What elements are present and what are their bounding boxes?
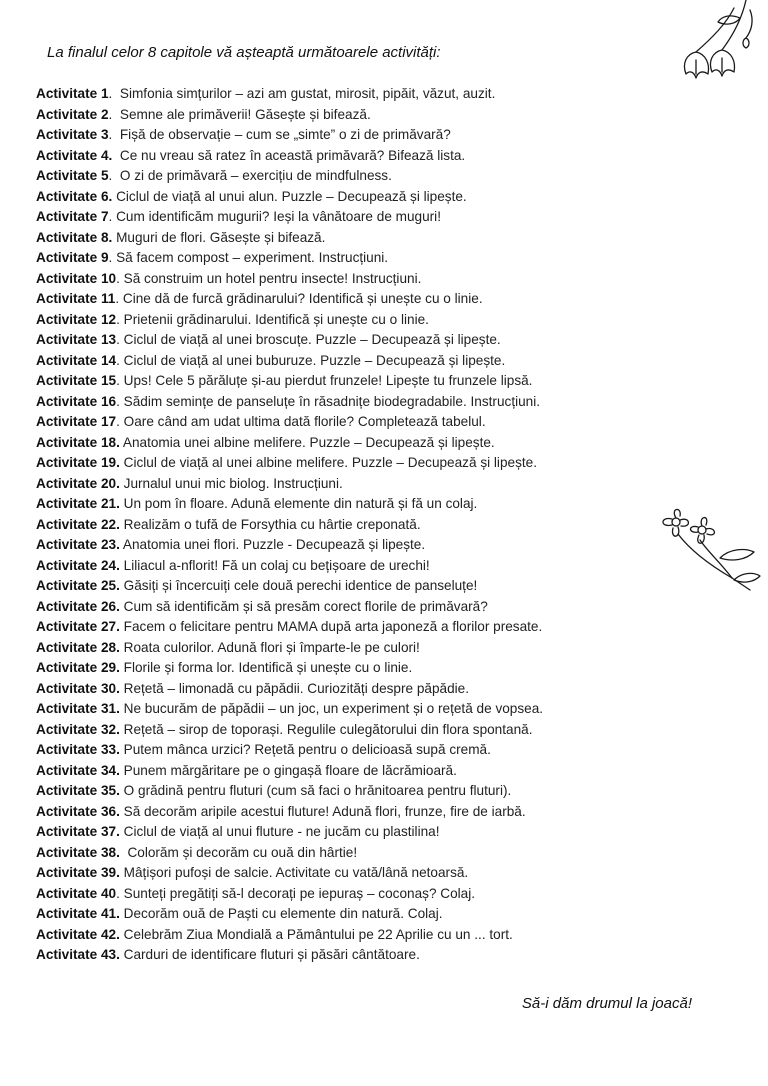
page-title: La finalul celor 8 capitole vă așteaptă următoarele activități: (47, 44, 441, 61)
activity-label: Activitate 9 (36, 250, 109, 265)
activity-separator: . (108, 106, 120, 122)
activity-text: Ciclul de viață al unui fluture - ne jucăm cu plastilina! (123, 824, 440, 839)
hanging-flowers-doodle-icon (650, 0, 760, 100)
activity-text: Facem o felicitare pentru MAMA după arta japoneză a florilor presate. (123, 619, 543, 634)
activity-text: Ciclul de viață al unui alun. Puzzle – Decupează și lipește. (116, 188, 467, 204)
activity-item (36, 269, 676, 290)
activity-item (36, 679, 676, 700)
activity-label: Activitate 21. (36, 496, 120, 511)
activity-text: Florile și forma lor. Identifică și unește cu o linie. (123, 660, 413, 675)
activity-label: Activitate 2 (36, 106, 109, 122)
activity-label: Activitate 26. (36, 598, 120, 614)
activity-item (36, 146, 676, 167)
activity-item (36, 597, 676, 618)
activity-text: Anatomia unei flori. Puzzle - Decupează și lipește. (122, 537, 426, 552)
activity-label: Activitate 27. (36, 619, 120, 634)
activity-text: Rețetă – sirop de toporași. Regulile culegătorului din flora spontană. (123, 721, 533, 737)
activity-label: Activitate 25. (36, 578, 120, 593)
activity-label: Activitate 5 (36, 168, 109, 183)
activity-text: Cum să identificăm și să presăm corect florile de primăvară? (123, 598, 488, 614)
activity-item (36, 310, 676, 331)
activity-text: Roata culorilor. Adună flori și împarte-le pe culori! (123, 639, 420, 655)
activity-item (36, 187, 676, 208)
activity-text: Cine dă de furcă grădinarului? Identifică și unește cu o linie. (122, 291, 483, 306)
activity-separator: . (116, 352, 124, 368)
activity-separator: . (116, 393, 124, 409)
activity-separator: . (116, 414, 124, 429)
activity-separator: . (115, 291, 123, 306)
activity-item (36, 494, 676, 515)
activity-text: Fișă de observație – cum se „simte” o zi de primăvară? (119, 127, 451, 142)
activity-text: Ups! Cele 5 părăluțe și-au pierdut frunzele! Lipește tu frunzele lipsă. (123, 373, 533, 388)
activity-text: Ciclul de viață al unei buburuze. Puzzle – Decupează și lipește. (123, 352, 506, 368)
activity-text: Mâțișori pufoși de salcie. Activitate cu vată/lână netoarsă. (123, 865, 469, 880)
activity-separator: . (116, 270, 124, 286)
activity-text: Anatomia unei albine melifere. Puzzle – Decupează și lipește. (122, 434, 495, 450)
activity-list (36, 84, 676, 966)
activity-label: Activitate 15 (36, 373, 117, 388)
activity-label: Activitate 18. (36, 434, 120, 450)
activity-label: Activitate 41. (36, 906, 120, 921)
activity-label: Activitate 38. (36, 844, 120, 860)
activity-item (36, 576, 676, 597)
activity-label: Activitate 36. (36, 803, 120, 819)
activity-item (36, 105, 676, 126)
activity-item (36, 166, 676, 187)
activity-text: Sădim semințe de panseluțe în răsadnițe biodegradabile. Instrucțiuni. (123, 393, 541, 409)
activity-label: Activitate 29. (36, 660, 120, 675)
activity-item (36, 658, 676, 679)
activity-text: Liliacul a-nflorit! Fă un colaj cu bețișoare de urechi! (123, 557, 430, 573)
activity-text: O grădină pentru fluturi (cum să faci o hrănitoarea pentru fluturi). (123, 783, 512, 798)
activity-label: Activitate 7 (36, 209, 109, 224)
activity-text: Carduri de identificare fluturi și păsări cântătoare. (123, 947, 420, 962)
activity-label: Activitate 4. (36, 147, 113, 163)
activity-text: Găsiți și încercuiți cele două perechi identice de panseluțe! (123, 578, 478, 593)
activity-item (36, 884, 676, 905)
activity-text: Ce nu vreau să ratez în această primăvară? Bifează lista. (119, 147, 466, 163)
activity-text: Un pom în floare. Adună elemente din natură și fă un colaj. (123, 496, 478, 511)
activity-text: Simfonia simțurilor – azi am gustat, mirosit, pipăit, văzut, auzit. (119, 86, 496, 101)
activity-label: Activitate 32. (36, 721, 120, 737)
activity-item (36, 720, 676, 741)
activity-item (36, 371, 676, 392)
activity-label: Activitate 24. (36, 557, 120, 573)
activity-item (36, 740, 676, 761)
activity-separator: . (108, 209, 117, 224)
activity-item (36, 207, 676, 228)
activity-item (36, 822, 676, 843)
activity-text: Cum identificăm mugurii? Ieși la vânătoare de muguri! (116, 209, 441, 224)
activity-label: Activitate 19. (36, 455, 120, 470)
activity-text: Realizăm o tufă de Forsythia cu hârtie creponată. (123, 516, 421, 532)
activity-text: Decorăm ouă de Paști cu elemente din natură. Colaj. (123, 906, 443, 921)
activity-label: Activitate 30. (36, 680, 120, 696)
activity-label: Activitate 17 (36, 414, 117, 429)
activity-item (36, 228, 676, 249)
activity-label: Activitate 8. (36, 229, 113, 245)
activity-item (36, 761, 676, 782)
activity-label: Activitate 28. (36, 639, 120, 655)
activity-label: Activitate 31. (36, 701, 120, 716)
activity-separator (112, 148, 120, 163)
activity-label: Activitate 34. (36, 762, 120, 778)
activity-text: Punem mărgăritare pe o gingașă floare de lăcrămioară. (123, 762, 457, 778)
activity-item (36, 330, 676, 351)
activity-text: Jurnalul unui mic biolog. Instrucțiuni. (123, 475, 343, 491)
activity-text: Să decorăm aripile acestui fluture! Adună flori, frunze, fire de iarbă. (123, 803, 526, 819)
activity-text: Ciclul de viață al unei albine melifere. Puzzle – Decupează și lipește. (123, 455, 537, 470)
activity-item (36, 904, 676, 925)
activity-separator: . (116, 332, 124, 347)
activity-text: Ciclul de viață al unei broscuțe. Puzzle – Decupează și lipește. (123, 332, 501, 347)
activity-item (36, 248, 676, 269)
activity-item (36, 515, 676, 536)
activity-separator: . (116, 373, 124, 388)
activity-separator: . (108, 86, 120, 101)
activity-label: Activitate 43. (36, 947, 120, 962)
activity-label: Activitate 10 (36, 270, 117, 286)
activity-item (36, 453, 676, 474)
activity-text: Semne ale primăverii! Găsește și bifează. (119, 106, 371, 122)
activity-item (36, 351, 676, 372)
activity-separator: . (108, 127, 120, 142)
activity-item (36, 699, 676, 720)
activity-item (36, 638, 676, 659)
activity-text: Sunteți pregătiți să-l decorați pe iepuraș – coconaș? Colaj. (123, 885, 476, 901)
flower-sprig-doodle-icon (650, 500, 765, 595)
activity-item (36, 535, 676, 556)
activity-label: Activitate 13 (36, 332, 117, 347)
activity-text: Colorăm și decorăm cu ouă din hârtie! (127, 844, 358, 860)
activity-label: Activitate 35. (36, 783, 120, 798)
activity-label: Activitate 12 (36, 311, 117, 327)
activity-label: Activitate 42. (36, 926, 120, 942)
activity-item (36, 617, 676, 638)
activity-label: Activitate 16 (36, 393, 117, 409)
activity-label: Activitate 11 (36, 291, 116, 306)
activity-item (36, 474, 676, 495)
activity-label: Activitate 22. (36, 516, 120, 532)
activity-item (36, 289, 676, 310)
activity-item (36, 412, 676, 433)
activity-item (36, 925, 676, 946)
activity-text: Să construim un hotel pentru insecte! Instrucțiuni. (123, 270, 422, 286)
activity-item (36, 433, 676, 454)
activity-label: Activitate 33. (36, 742, 120, 757)
activity-label: Activitate 39. (36, 865, 120, 880)
activity-label: Activitate 23. (36, 537, 120, 552)
activity-text: Să facem compost – experiment. Instrucțiuni. (116, 250, 389, 265)
activity-item (36, 802, 676, 823)
activity-separator: . (116, 885, 124, 901)
activity-separator: . (108, 168, 120, 183)
activity-text: Rețetă – limonadă cu păpădii. Curiozități despre păpădie. (123, 680, 470, 696)
activity-item (36, 945, 676, 966)
activity-text: Putem mânca urzici? Rețetă pentru o delicioasă supă cremă. (123, 742, 491, 757)
activity-separator: . (116, 311, 124, 327)
activity-item (36, 781, 676, 802)
activity-label: Activitate 40 (36, 885, 117, 901)
activity-item (36, 863, 676, 884)
activity-label: Activitate 37. (36, 824, 120, 839)
activity-label: Activitate 3 (36, 127, 109, 142)
activity-label: Activitate 14 (36, 352, 117, 368)
activity-text: Celebrăm Ziua Mondială a Pământului pe 22 Aprilie cu un ... tort. (123, 926, 513, 942)
activity-text: Oare când am udat ultima dată florile? Completează tabelul. (123, 414, 486, 429)
activity-item (36, 556, 676, 577)
activity-item (36, 84, 676, 105)
activity-item (36, 392, 676, 413)
activity-label: Activitate 1 (36, 86, 109, 101)
activity-label: Activitate 20. (36, 475, 120, 491)
activity-separator: . (108, 250, 117, 265)
activity-item (36, 125, 676, 146)
activity-text: Muguri de flori. Găsește și bifează. (116, 229, 326, 245)
activity-item (36, 843, 676, 864)
activity-text: Prietenii grădinarului. Identifică și unește cu o linie. (123, 311, 429, 327)
closing-text: Să-i dăm drumul la joacă! (521, 995, 692, 1012)
activity-label: Activitate 6. (36, 188, 113, 204)
activity-text: Ne bucurăm de păpădii – un joc, un experiment și o rețetă de vopsea. (123, 701, 544, 716)
activity-text: O zi de primăvară – exercițiu de mindfulness. (119, 168, 392, 183)
